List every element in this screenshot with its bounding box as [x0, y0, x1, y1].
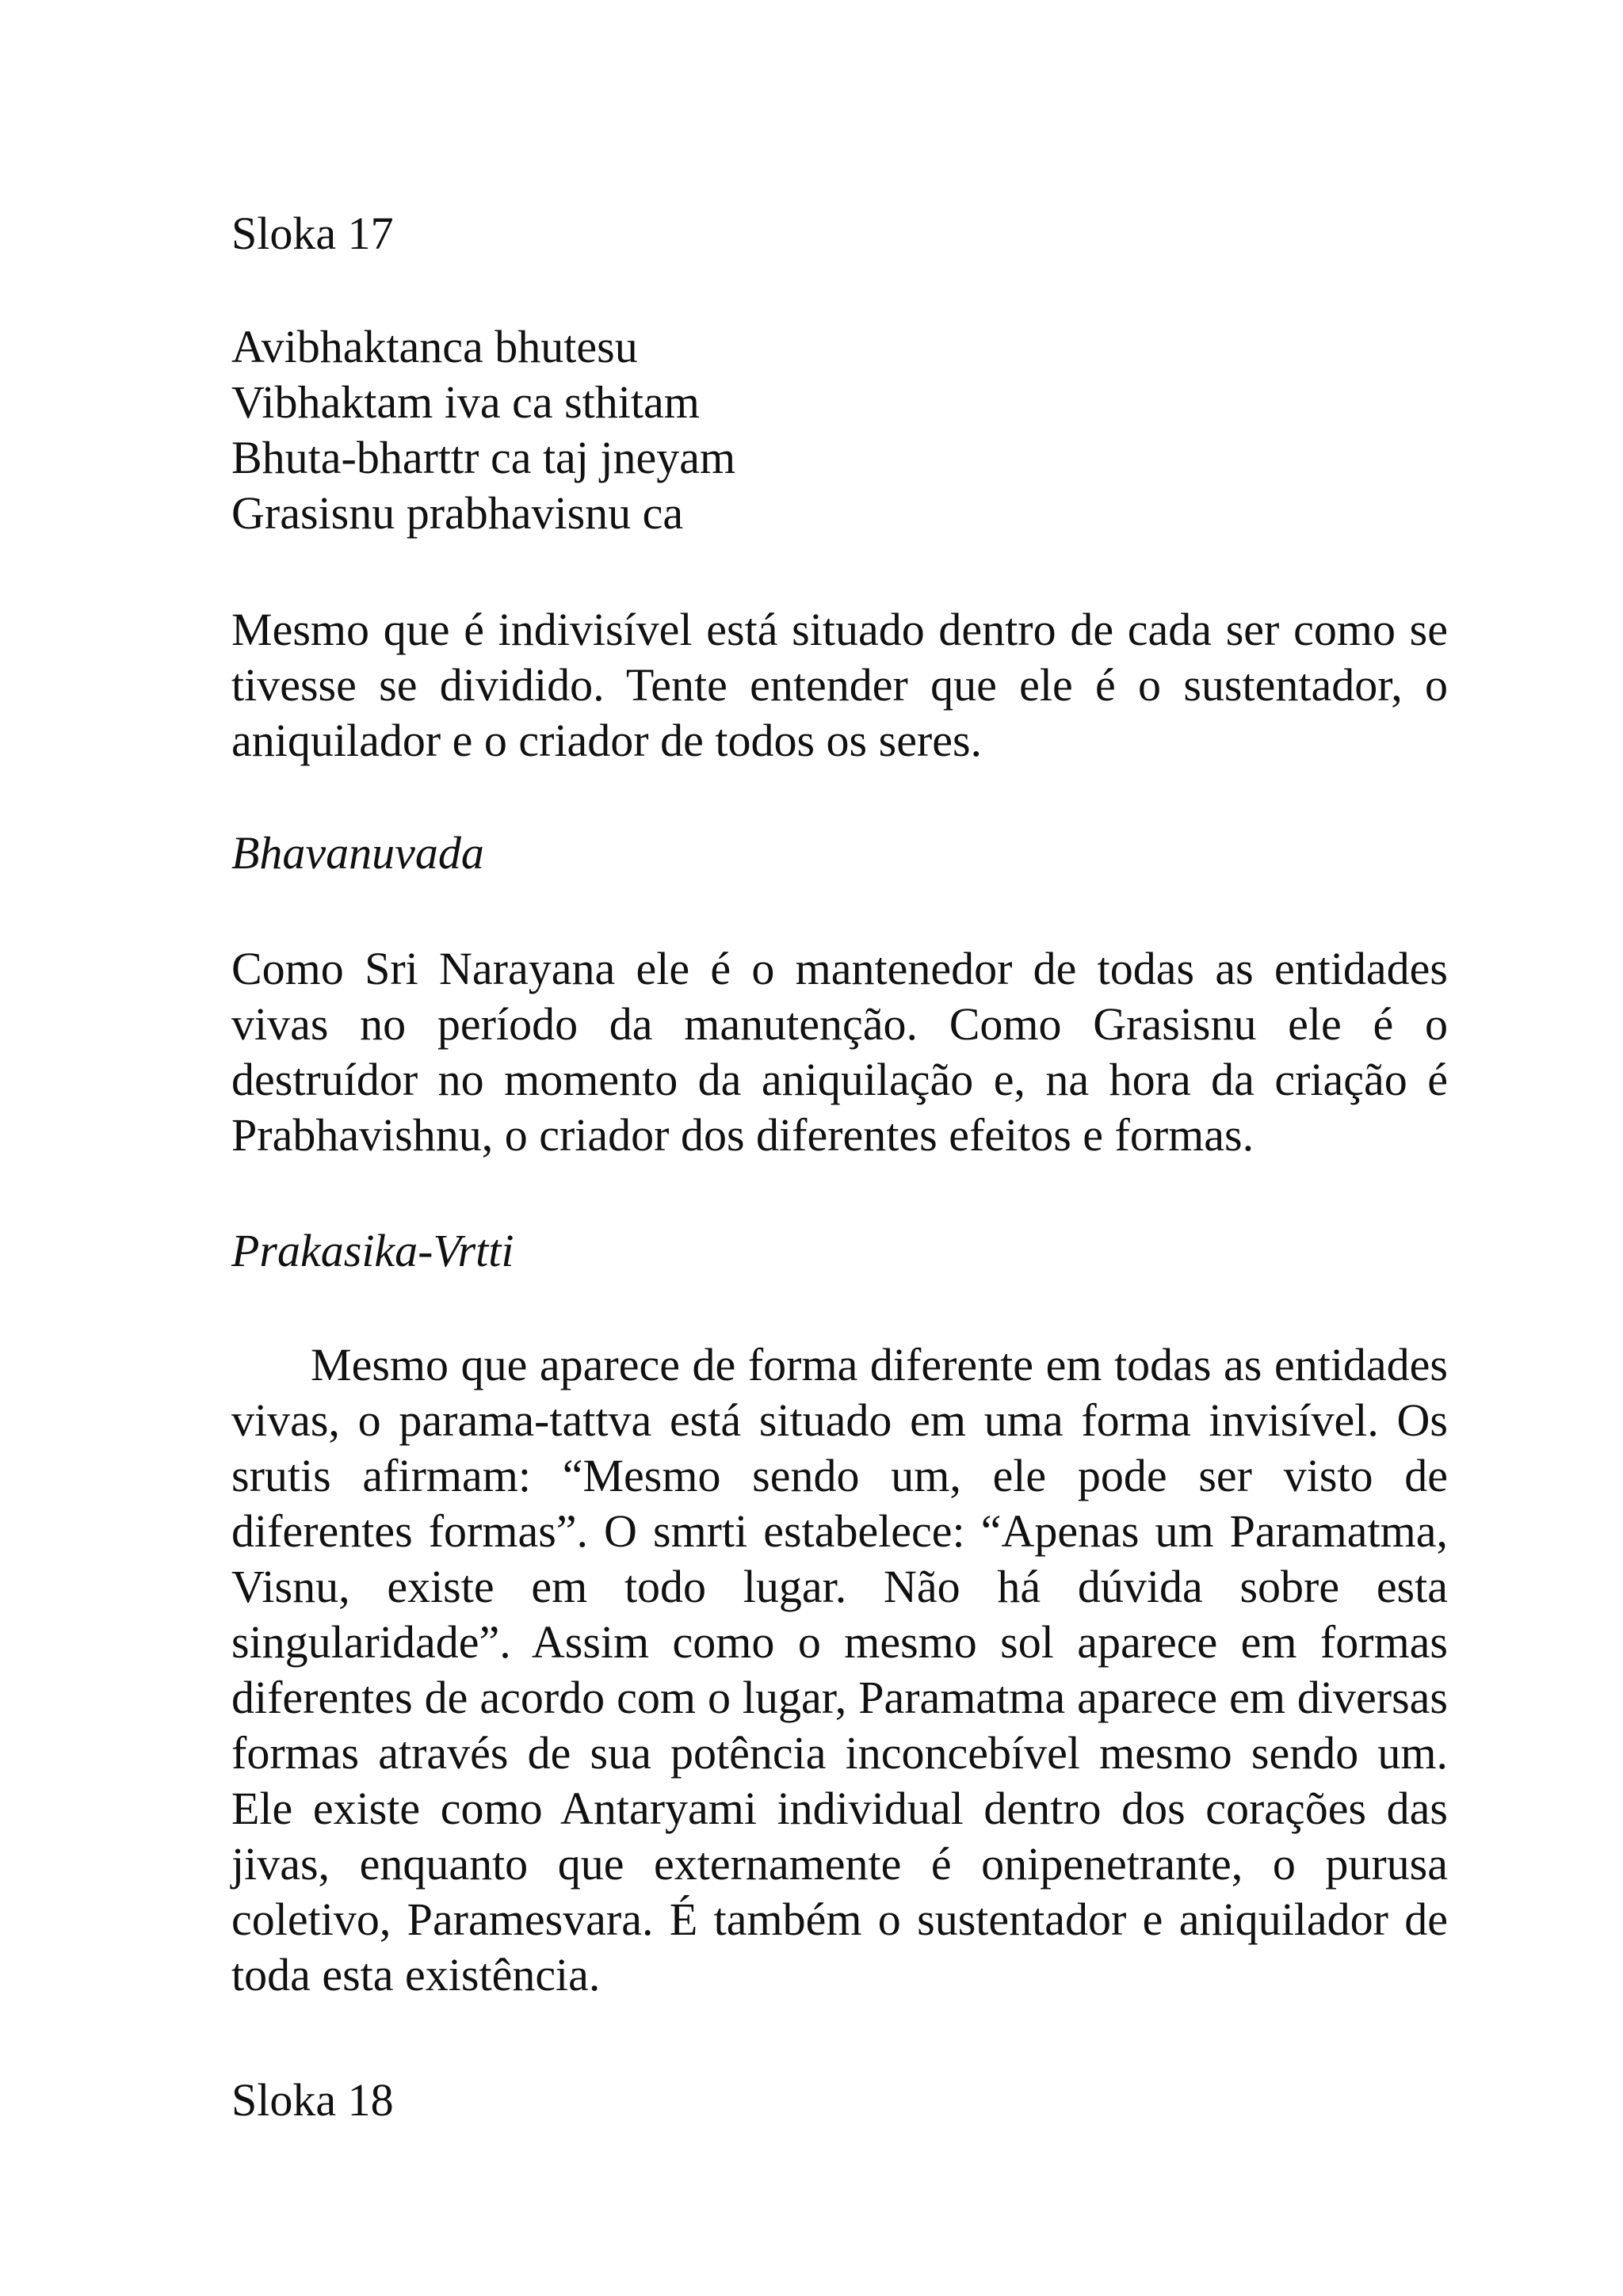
sloka-18-heading: Sloka 18 [231, 2074, 394, 2126]
prakasika-vrtti-paragraph: Mesmo que aparece de forma diferente em todas as entidades vivas, o parama-tattva está situado em uma forma invisível. Os srutis afirmam: “Mesmo sendo um, ele pode ser visto de diferentes formas”. O smrti estabelece: “Apenas um Paramatma, Visnu, existe em todo lugar. Não há dúvida sobre esta singularidade”. Assim como o mesmo sol aparece em formas diferentes de acordo com o lugar, Paramatma aparece em diversas formas através de sua potência inconcebível mesmo sendo um. Ele existe como Antaryami individual dentro dos corações das jivas, enquanto que externamente é onipenetrante, o purusa coletivo, Paramesvara. É também o sustentador e aniquilador de toda esta existência. [231, 1339, 1448, 2000]
verse-line-4: Grasisnu prabhavisnu ca [231, 487, 684, 539]
bhavanuvada-heading: Bhavanuvada [231, 827, 484, 879]
sanskrit-verse [231, 319, 1448, 541]
verse-line-3: Bhuta-bharttr ca taj jneyam [231, 432, 736, 483]
verse-line-2: Vibhaktam iva ca sthitam [231, 376, 700, 428]
prakasika-vrtti-heading: Prakasika-Vrtti [231, 1225, 514, 1276]
sloka-17-heading: Sloka 17 [231, 208, 394, 259]
bhavanuvada-paragraph: Como Sri Narayana ele é o mantenedor de todas as entidades vivas no período da manutenção. Como Grasisnu ele é o destruídor no momento da aniquilação e, na hora da criação é Prabhavishnu, o criador dos diferentes efeitos e formas. [231, 943, 1448, 1161]
verse-translation: Mesmo que é indivisível está situado dentro de cada ser como se tivesse se dividido. Tente entender que ele é o sustentador, o aniquilador e o criador de todos os seres. [231, 604, 1448, 766]
verse-line-1: Avibhaktanca bhutesu [231, 321, 638, 372]
